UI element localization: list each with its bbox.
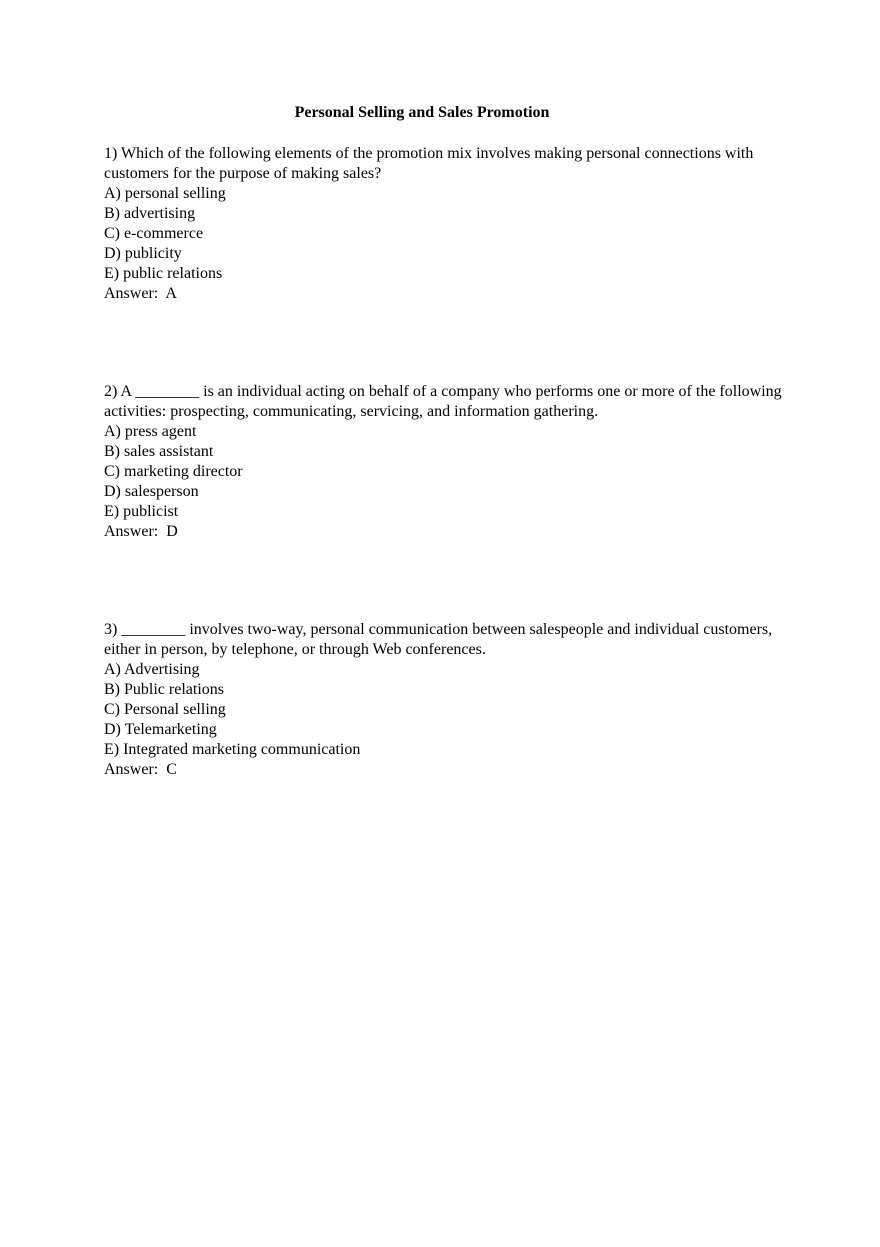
option-e: E) publicist [104,503,179,520]
option-c: C) Personal selling [104,701,226,718]
option-d: D) salesperson [104,483,199,500]
option-d: D) publicity [104,245,182,262]
question-stem: 3) ________ involves two-way, personal communication between salespeople and individual customers, either in person, by telephone, or through Web conferences. [104,621,773,658]
option-b: B) Public relations [104,681,224,698]
question-1 [104,144,794,304]
option-c: C) marketing director [104,463,243,480]
page-title: Personal Selling and Sales Promotion [294,104,550,121]
option-a: A) personal selling [104,185,226,202]
option-b: B) sales assistant [104,443,214,460]
option-e: E) public relations [104,265,223,282]
option-c: C) e-commerce [104,225,204,242]
answer: Answer: C [104,761,177,778]
question-stem: 2) A ________ is an individual acting on behalf of a company who performs one or more of the following activities: prospecting, communicating, servicing, and information gathering. [104,383,782,420]
question-stem: 1) Which of the following elements of the promotion mix involves making personal connections with customers for the purpose of making sales? [104,145,754,182]
question-2 [104,382,794,542]
option-b: B) advertising [104,205,196,222]
option-e: E) Integrated marketing communication [104,741,361,758]
question-3 [104,620,794,780]
answer: Answer: D [104,523,178,540]
answer: Answer: A [104,285,177,302]
option-a: A) press agent [104,423,197,440]
option-d: D) Telemarketing [104,721,217,738]
option-a: A) Advertising [104,661,200,678]
